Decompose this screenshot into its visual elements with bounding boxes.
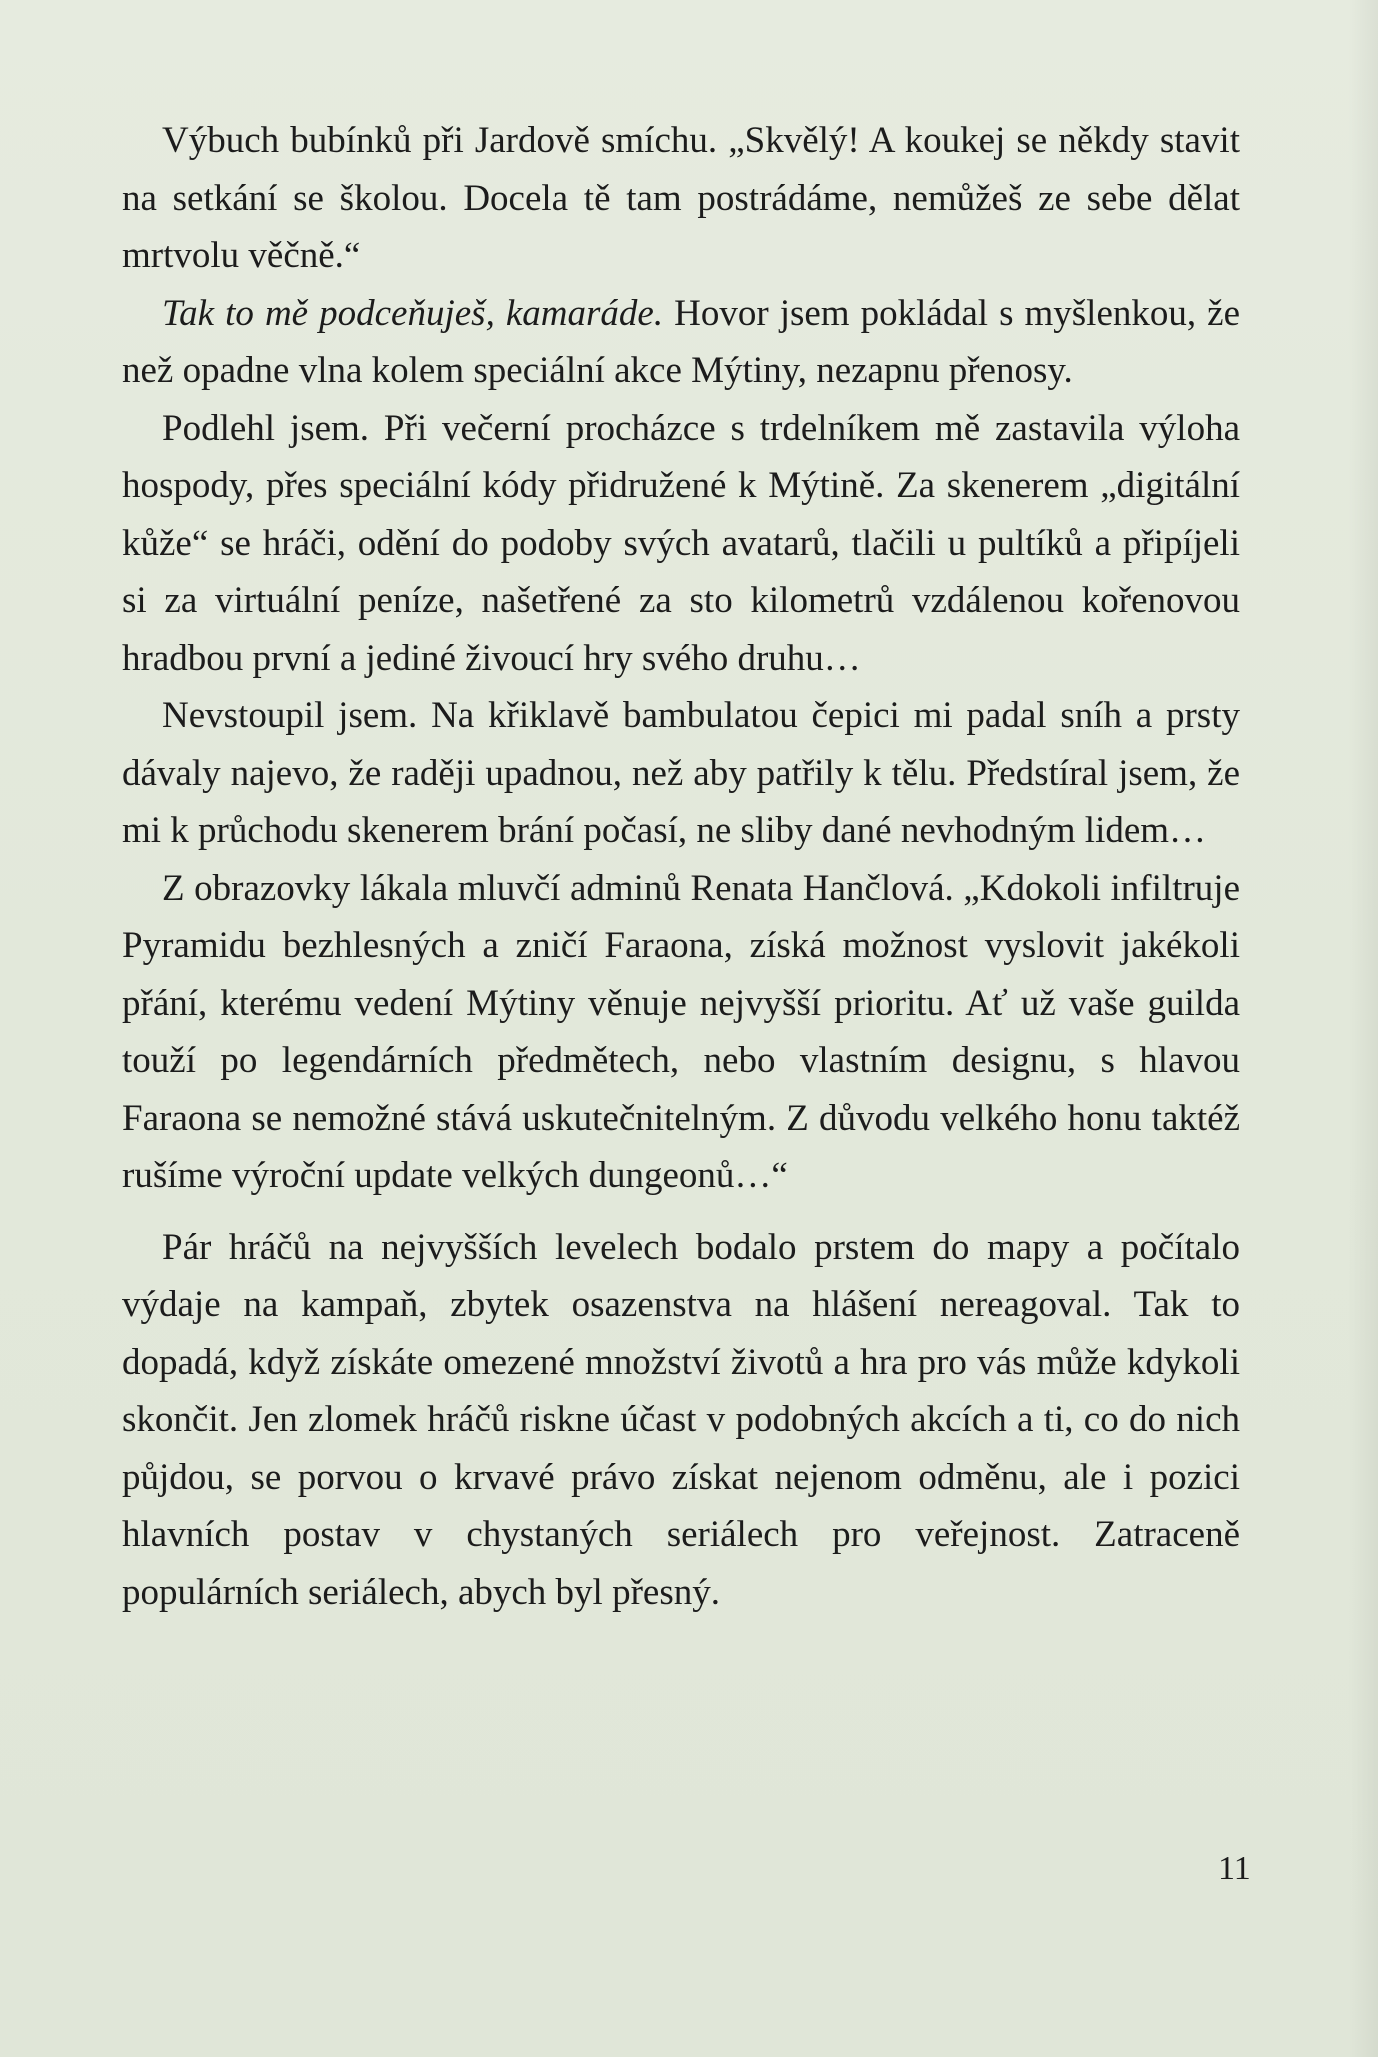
paragraph-6: Pár hráčů na nejvyšších levelech bodalo prstem do mapy a počítalo výdaje na kampaň, zbytek osazenstva na hlášení nereagoval. Tak to dopadá, když získáte omezené množství životů a hra pro vás může kdykoli skončit. Jen zlomek hráčů riskne účast v podobných akcích a ti, co do nich půjdou, se porvou o krvavé právo získat nejenom odměnu, ale i pozici hlavních postav v chystaných seriálech pro veřejnost. Zatraceně populárních seriálech, abych byl přesný. <box>122 1226 1240 1613</box>
paragraph-2-rest: Hovor jsem pokládal s myšlenkou, že než opadne vlna kolem speciální akce Mýtiny, nezapnu přenosy. <box>122 292 1241 391</box>
paragraph-2 <box>122 285 1240 400</box>
paragraph-5: Z obrazovky lákala mluvčí adminů Renata Hančlová. „Kdokoli infiltruje Pyramidu bezhlesných a zničí Faraona, získá možnost vyslovit jakékoli přání, kterému vedení Mýtiny věnuje nejvyšší prioritu. Ať už vaše guilda touží po legendárních předmětech, nebo vlastním designu, s hlavou Faraona se nemožné stává uskutečnitelným. Z důvodu velkého honu taktéž rušíme výroční update velkých dungeonů…“ <box>122 867 1240 1196</box>
italic-thought: Tak to mě podceňuješ, kamaráde. <box>162 292 664 334</box>
paragraph-4: Nevstoupil jsem. Na křiklavě bambulatou čepici mi padal sníh a prsty dávaly najevo, že raději upadnou, než aby patřily k tělu. Předstíral jsem, že mi k průchodu skenerem brání počasí, ne sliby dané nevhodným lidem… <box>122 695 1240 851</box>
page-edge-shadow <box>1348 0 1378 2057</box>
paragraph-1: Výbuch bubínků při Jardově smíchu. „Skvělý! A koukej se někdy stavit na setkání se školou. Docela tě tam postrádáme, nemůžeš ze sebe dělat mrtvolu věčně.“ <box>122 120 1240 276</box>
paragraph-3: Podlehl jsem. Při večerní procházce s trdelníkem mě zastavila výloha hospody, přes speciální kódy přidružené k Mýtině. Za skenerem „digitální kůže“ se hráči, odění do podoby svých avatarů, tlačili u pultíků a připíjeli si za virtuální peníze, našetřené za sto kilometrů vzdálenou kořenovou hradbou první a jediné živoucí hry svého druhu… <box>122 407 1240 679</box>
body-text <box>122 112 1240 1621</box>
page-number: 11 <box>1218 1850 1251 1887</box>
